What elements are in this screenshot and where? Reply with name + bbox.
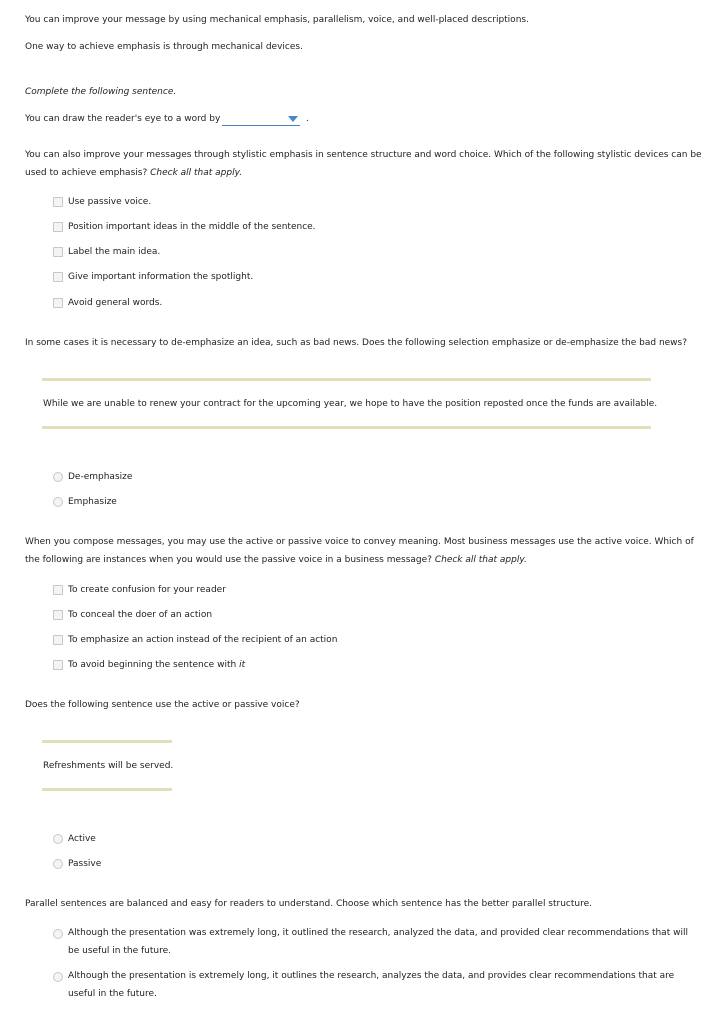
q2-option-2[interactable] <box>53 220 316 234</box>
q4-option-4[interactable] <box>53 658 245 672</box>
divider <box>42 426 651 429</box>
q1-instruction: Complete the following sentence. <box>25 87 177 97</box>
q4-option-3[interactable] <box>53 633 337 647</box>
q2-option-label: Position important ideas in the middle of the sentence. <box>68 222 316 232</box>
q3-quote: While we are unable to renew your contract for the upcoming year, we hope to have the position reposted once the funds are available. <box>43 399 658 409</box>
radio-button[interactable] <box>53 497 63 507</box>
q5-option-label: Passive <box>68 859 102 869</box>
q1-period: . <box>306 114 309 124</box>
q3-option-label: De-emphasize <box>68 472 133 482</box>
chevron-down-icon[interactable] <box>288 116 298 122</box>
q6-option-label: Although the presentation was extremely long, it outlined the research, analyzed the data, and provided clear recommendations that will be useful in the future. <box>68 928 688 956</box>
q2-prompt-text: You can also improve your messages through stylistic emphasis in sentence structure and word choice. Which of the following stylistic devices can be used to achieve emphasis? <box>25 150 702 178</box>
q5-option-2[interactable] <box>53 857 101 871</box>
q2-option-label: Give important information the spotlight. <box>68 272 254 282</box>
q5-option-1[interactable] <box>53 832 96 846</box>
radio-button[interactable] <box>53 859 63 869</box>
radio-button[interactable] <box>53 972 63 982</box>
q2-option-label: Avoid general words. <box>68 298 163 308</box>
q4-option-label: To create confusion for your reader <box>68 585 226 595</box>
divider <box>42 788 172 791</box>
intro-text-2: One way to achieve emphasis is through mechanical devices. <box>25 42 303 52</box>
checkbox[interactable] <box>53 298 63 308</box>
checkbox[interactable] <box>53 222 63 232</box>
q2-option-3[interactable] <box>53 245 160 259</box>
radio-button[interactable] <box>53 472 63 482</box>
q5-prompt: Does the following sentence use the active or passive voice? <box>25 700 300 710</box>
divider <box>42 740 172 743</box>
checkbox[interactable] <box>53 585 63 595</box>
q4-prompt-text: When you compose messages, you may use the active or passive voice to convey meaning. Most business messages use the active voice. Which of the following are instances when you would use the passive voice in a business message? <box>25 537 694 565</box>
checkbox[interactable] <box>53 247 63 257</box>
radio-button[interactable] <box>53 834 63 844</box>
checkbox[interactable] <box>53 635 63 645</box>
q4-option-emph: it <box>239 660 246 670</box>
q3-option-2[interactable] <box>53 495 117 509</box>
q2-option-5[interactable] <box>53 296 162 310</box>
q4-option-1[interactable] <box>53 583 226 597</box>
radio-button[interactable] <box>53 929 63 939</box>
q4-option-label: To avoid beginning the sentence with <box>68 660 237 670</box>
q2-option-label: Label the main idea. <box>68 247 161 257</box>
q2-prompt-emph: Check all that apply. <box>150 168 243 178</box>
q6-prompt: Parallel sentences are balanced and easy for readers to understand. Choose which sentence has the better parallel structure. <box>25 899 593 909</box>
intro-text-1: You can improve your message by using mechanical emphasis, parallelism, voice, and well-placed descriptions. <box>25 15 529 25</box>
q5-quote: Refreshments will be served. <box>43 761 174 771</box>
checkbox[interactable] <box>53 272 63 282</box>
q6-option-2[interactable] <box>53 968 693 1003</box>
q1-dropdown[interactable] <box>222 113 300 126</box>
q3-option-1[interactable] <box>53 470 132 484</box>
q4-prompt <box>25 533 707 569</box>
q5-option-label: Active <box>68 834 96 844</box>
q1-prompt: You can draw the reader's eye to a word by <box>25 114 221 124</box>
q2-option-label: Use passive voice. <box>68 197 152 207</box>
checkbox[interactable] <box>53 197 63 207</box>
checkbox[interactable] <box>53 660 63 670</box>
q2-option-4[interactable] <box>53 270 253 284</box>
q6-option-1[interactable] <box>53 925 693 960</box>
q2-prompt <box>25 146 705 182</box>
q4-option-label: To conceal the doer of an action <box>68 610 213 620</box>
divider <box>42 378 651 381</box>
checkbox[interactable] <box>53 610 63 620</box>
q3-option-label: Emphasize <box>68 497 117 507</box>
q4-option-label: To emphasize an action instead of the recipient of an action <box>68 635 338 645</box>
q4-option-2[interactable] <box>53 608 212 622</box>
q3-prompt: In some cases it is necessary to de-emphasize an idea, such as bad news. Does the following selection emphasize or de-emphasize the bad news? <box>25 338 688 348</box>
q2-option-1[interactable] <box>53 195 151 209</box>
q6-option-label: Although the presentation is extremely long, it outlines the research, analyzes the data, and provides clear recommendations that are useful in the future. <box>68 971 675 999</box>
q4-prompt-emph: Check all that apply. <box>434 555 527 565</box>
